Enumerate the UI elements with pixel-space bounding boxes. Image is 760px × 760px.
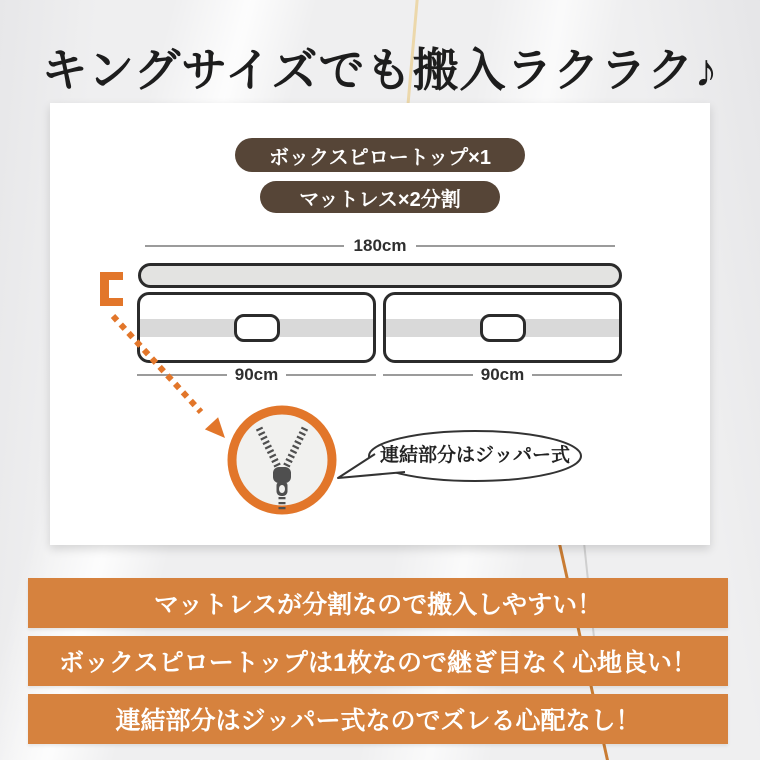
- dotted-arrow-icon: [105, 306, 230, 441]
- dimension-line: [532, 374, 622, 376]
- dimension-right: [383, 364, 622, 386]
- diagram-card: [50, 103, 710, 545]
- page-title: キングサイズでも搬入ラクラク♪: [41, 44, 719, 96]
- benefit-banner-3: [28, 694, 728, 744]
- pillowtop-bar: [138, 263, 622, 288]
- speech-bubble-text: 連結部分はジッパー式: [379, 445, 570, 466]
- badge-pillowtop: [235, 138, 525, 172]
- dimension-right-label: 90cm: [480, 365, 525, 384]
- dimension-total-label: 180cm: [353, 236, 407, 255]
- dimension-left-label: 90cm: [234, 365, 279, 384]
- badge-mattress-split: [260, 181, 500, 213]
- badge-mattress-split-label: マットレス×2分割: [299, 188, 461, 211]
- benefit-banner-1-label: マットレスが分割なので搬入しやすい！: [153, 591, 603, 619]
- benefit-banner-2: [28, 636, 728, 686]
- zipper-circle: [227, 405, 337, 515]
- badge-pillowtop-label: ボックスピロートップ×1: [268, 146, 491, 169]
- handle-icon: [234, 314, 280, 342]
- junction-bracket-icon: [100, 272, 123, 306]
- dimension-line: [416, 245, 615, 247]
- benefit-banner-3-label: 連結部分はジッパー式なのでズレる心配なし！: [115, 707, 641, 735]
- dimension-line: [145, 245, 344, 247]
- handle-icon: [480, 314, 526, 342]
- benefit-banner-1: [28, 578, 728, 628]
- benefit-banner-2-label: ボックスピロートップは1枚なので継ぎ目なく心地良い！: [59, 649, 697, 677]
- dimension-total: [145, 235, 615, 257]
- dimension-line: [383, 374, 473, 376]
- dimension-line: [286, 374, 376, 376]
- mattress-right: [383, 292, 622, 363]
